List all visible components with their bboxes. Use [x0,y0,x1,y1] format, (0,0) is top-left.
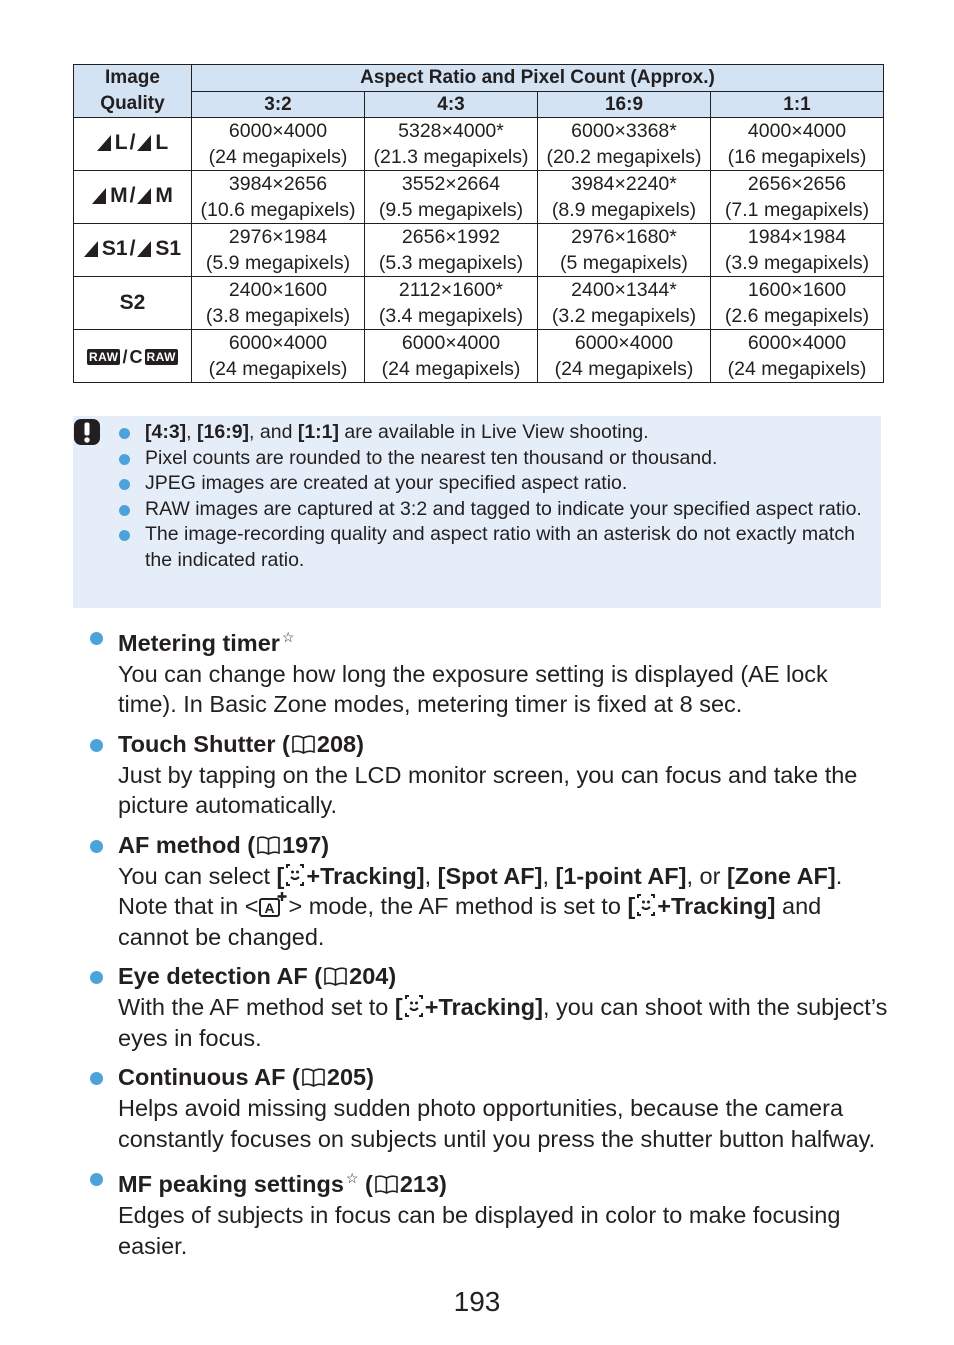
table-cell: 6000×4000 (24 megapixels) [192,330,365,383]
feature-mf-peaking [90,1163,890,1261]
book-icon [374,1173,399,1195]
list-item: The image-recording quality and aspect ratio with an asterisk do not exactly match the indicated ratio. [119,522,869,573]
feature-title: Metering timer ☆ [118,629,295,656]
table-cell: 2656×1992 (5.3 megapixels) [365,224,538,277]
table-cell: 6000×4000 (24 megapixels) [538,330,711,383]
page-ref-link[interactable]: 197 [282,831,322,858]
bullet-icon [90,1072,103,1085]
quality-label-medium: M / M [92,183,173,209]
jpeg-fine-icon [92,188,106,204]
table-row [74,118,884,171]
table-cell: 3984×2240* (8.9 megapixels) [538,171,711,224]
face-tracking-icon [403,994,425,1018]
page-ref-link[interactable]: 213 [399,1171,440,1198]
page-ref-link[interactable]: 208 [316,730,357,757]
bullet-icon [119,428,130,439]
quality-cell [74,171,192,224]
list-item: JPEG images are created at your specified aspect ratio. [119,471,869,497]
header-ratio-1-1: 1:1 [711,91,884,118]
table-row [74,171,884,224]
feature-title: Eye detection AF ( 204) [118,963,397,990]
bullet-icon [90,840,103,853]
table-cell: 3984×2656 (10.6 megapixels) [192,171,365,224]
page-ref-link[interactable]: 205 [326,1064,367,1091]
table-cell: 1984×1984 (3.9 megapixels) [711,224,884,277]
feature-eye-detection-af [90,961,890,1053]
jpeg-fine-icon [97,135,111,151]
header-aspect-ratio: Aspect Ratio and Pixel Count (Approx.) [192,65,884,92]
bullet-icon [90,632,103,645]
feature-metering-timer [90,622,890,720]
page-ref-link[interactable]: 204 [349,963,389,990]
book-icon [301,1066,326,1088]
bullet-icon [90,971,103,984]
bullet-icon [119,505,130,516]
bullet-icon [119,530,130,541]
table-row [74,277,884,330]
star-icon: ☆ [281,629,295,645]
quality-label-small1: S1 / S1 [84,236,181,262]
table-cell: 2112×1600* (3.4 megapixels) [365,277,538,330]
book-icon [291,733,316,755]
feature-body: You can select [ +Tracking], [Spot AF], [1-point AF], or [Zone AF]. Note that in < A > mode, the AF method is set to [ +Tracking] and cannot be changed. [118,862,843,950]
svg-text:A: A [264,900,276,917]
scene-intelligent-auto-icon [258,891,288,919]
image-quality-table [73,64,884,383]
feature-title: AF method ( 197) [118,831,330,858]
table-cell: 5328×4000* (21.3 megapixels) [365,118,538,171]
header-image-quality: Image Quality [74,65,192,118]
feature-body: Helps avoid missing sudden photo opportunities, because the camera constantly focuses on subjects until you press the shutter button halfway. [118,1095,876,1152]
caution-box [73,416,881,608]
feature-title: MF peaking settings ☆ ( 213) [118,1170,447,1198]
header-ratio-3-2: 3:2 [192,91,365,118]
feature-body: With the AF method set to [ +Tracking], you can shoot with the subject’s eyes in focus. [118,994,888,1051]
caution-list [119,420,869,573]
table-cell: 3552×2664 (9.5 megapixels) [365,171,538,224]
book-icon [323,965,348,987]
header-ratio-16-9: 16:9 [538,91,711,118]
quality-cell [74,118,192,171]
table-cell: 6000×4000 (24 megapixels) [711,330,884,383]
feature-body: Just by tapping on the LCD monitor screen, you can focus and take the picture automatically. [118,761,858,819]
feature-body: You can change how long the exposure setting is displayed (AE lock time). In Basic Zone modes, metering timer is fixed at 8 sec. [118,660,828,718]
bullet-icon [90,739,103,752]
feature-continuous-af [90,1062,890,1154]
craw-icon: RAW [146,350,176,364]
page-number: 193 [453,1286,501,1317]
table-cell: 2400×1344* (3.2 megapixels) [538,277,711,330]
feature-title: Continuous AF ( 205) [118,1064,374,1091]
jpeg-fine-icon [84,241,98,257]
quality-cell [74,277,192,330]
quality-cell [74,224,192,277]
face-tracking-icon [284,863,306,887]
feature-touch-shutter [90,729,890,821]
table-cell: 4000×4000 (16 megapixels) [711,118,884,171]
star-icon: ☆ [345,1170,359,1187]
caution-icon [73,418,101,446]
table-cell: 6000×4000 (24 megapixels) [365,330,538,383]
table-cell: 2976×1984 (5.9 megapixels) [192,224,365,277]
quality-label-large: L / L [97,130,169,156]
table-cell: 6000×4000 (24 megapixels) [192,118,365,171]
raw-icon: RAW [88,350,119,364]
jpeg-normal-icon [137,241,151,257]
table-cell: 1600×1600 (2.6 megapixels) [711,277,884,330]
header-ratio-4-3: 4:3 [365,91,538,118]
quality-label-raw: RAW / C RAW [88,347,176,367]
bullet-icon [119,479,130,490]
list-item: RAW images are captured at 3:2 and tagged to indicate your specified aspect ratio. [119,497,869,523]
bullet-icon [90,1173,103,1186]
bullet-icon [119,454,130,465]
table-row [74,330,884,383]
quality-cell [74,330,192,383]
table-cell: 2976×1680* (5 megapixels) [538,224,711,277]
feature-title: Touch Shutter ( 208) [118,730,364,757]
table-cell: 2656×2656 (7.1 megapixels) [711,171,884,224]
table-cell: 6000×3368* (20.2 megapixels) [538,118,711,171]
quality-label-small2: S2 [119,291,146,314]
feature-body: Edges of subjects in focus can be displayed in color to make focusing easier. [118,1202,841,1259]
face-tracking-icon [635,893,657,917]
feature-list [90,622,890,1270]
book-icon [256,834,281,856]
jpeg-normal-icon [137,135,151,151]
list-item: Pixel counts are rounded to the nearest ten thousand or thousand. [119,446,869,472]
jpeg-normal-icon [137,188,151,204]
table-cell: 2400×1600 (3.8 megapixels) [192,277,365,330]
list-item: [4:3], [16:9], and [1:1] are available in Live View shooting. [119,420,869,446]
table-row [74,224,884,277]
feature-af-method [90,830,890,953]
